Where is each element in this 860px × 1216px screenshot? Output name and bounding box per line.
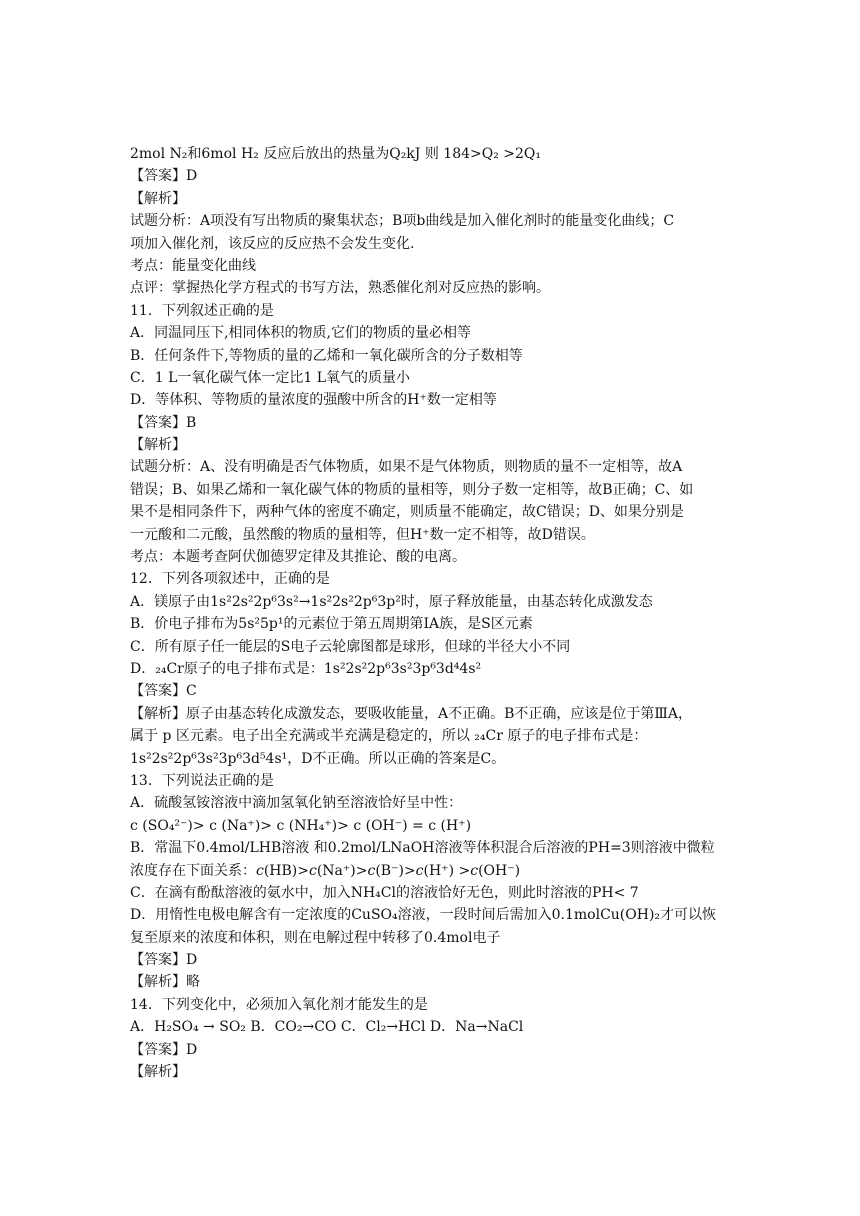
- text-run: 果不是相同条件下，两种气体的密度不确定，则质量不能确定，故C错误；D、如果分别是: [130, 504, 684, 521]
- text-line: [130, 524, 735, 546]
- text-run: 一元酸和二元酸，虽然酸的物质的量相等，但H⁺数一定不相等，故D错误。: [130, 526, 595, 543]
- text-line: [130, 277, 735, 299]
- text-line: [130, 1039, 735, 1061]
- text-line: [130, 994, 735, 1016]
- text-run: B．任何条件下,等物质的量的乙烯和一氧化碳所含的分子数相等: [130, 347, 523, 364]
- text-run: 属于 p 区元素。电子出全充满或半充满是稳定的，所以 ₂₄Cr 原子的电子排布式是：: [130, 728, 648, 745]
- text-line: [130, 770, 735, 792]
- text-run: C．1 L一氧化碳气体一定比1 L氧气的质量小: [130, 369, 411, 386]
- text-line: [130, 568, 735, 590]
- text-line: [130, 255, 735, 277]
- text-line: [130, 546, 735, 568]
- text-line: [130, 300, 735, 322]
- text-run: 14．下列变化中，必须加入氧化剂才能发生的是: [130, 996, 428, 1013]
- text-line: [130, 748, 735, 770]
- text-run: c: [367, 862, 376, 879]
- text-line: [130, 613, 735, 635]
- text-run: 【答案】D: [130, 168, 198, 185]
- text-run: (HB)>: [263, 862, 309, 879]
- text-line: [130, 860, 735, 882]
- text-run: C．在滴有酚酞溶液的氨水中，加入NH₄Cl的溶液恰好无色，则此时溶液的PH< 7: [130, 884, 639, 901]
- text-line: [130, 1061, 735, 1083]
- text-line: [130, 345, 735, 367]
- text-line: [130, 725, 735, 747]
- text-run: 浓度存在下面关系：: [130, 862, 256, 879]
- text-line: [130, 322, 735, 344]
- text-run: C．所有原子任一能层的S电子云轮廓图都是球形，但球的半径大小不同: [130, 638, 571, 655]
- text-run: 试题分析：A项没有写出物质的聚集状态；B项b曲线是加入催化剂时的能量变化曲线；C: [130, 213, 675, 230]
- text-line: [130, 658, 735, 680]
- text-run: D．₂₄Cr原子的电子排布式是：1s²2s²2p⁶3s²3p⁶3d⁴4s²: [130, 660, 482, 677]
- text-run: 12．下列各项叙述中，正确的是: [130, 571, 330, 588]
- text-run: (OH⁻): [478, 862, 521, 879]
- text-line: [130, 143, 735, 165]
- text-line: [130, 792, 735, 814]
- text-run: c: [309, 862, 317, 879]
- text-run: c (SO₄²⁻)> c (Na⁺)> c (NH₄⁺)> c (OH⁻) = c (H⁺): [130, 817, 472, 834]
- text-line: [130, 233, 735, 255]
- text-run: 13．下列说法正确的是: [130, 772, 274, 789]
- text-run: A．同温同压下,相同体积的物质,它们的物质的量必相等: [130, 325, 472, 342]
- text-run: B．常温下0.4mol/LHB溶液 和0.2mol/LNaOH溶液等体积混合后溶液的PH=3则溶液中微粒: [130, 840, 715, 857]
- text-run: 错误；B、如果乙烯和一氧化碳气体的物质的量相等，则分子数一定相等，故B正确；C、如: [130, 481, 694, 498]
- text-run: 11．下列叙述正确的是: [130, 302, 274, 319]
- text-line: [130, 904, 735, 926]
- text-run: D．等体积、等物质的量浓度的强酸中所含的H⁺数一定相等: [130, 392, 497, 409]
- text-run: A．H₂SO₄ → SO₂ B．CO₂→CO C．Cl₂→HCl D．Na→NaCl: [130, 1019, 524, 1036]
- text-line: [130, 367, 735, 389]
- text-run: 【答案】B: [130, 414, 197, 431]
- text-line: [130, 412, 735, 434]
- text-line: [130, 971, 735, 993]
- text-run: 2mol N₂和6mol H₂ 反应后放出的热量为Q₂kJ 则 184>Q₂ >2Q₁: [130, 146, 542, 162]
- text-line: [130, 501, 735, 523]
- text-line: [130, 165, 735, 187]
- document-page: [130, 143, 735, 1083]
- text-run: 【解析】: [130, 1064, 186, 1081]
- text-run: c: [415, 862, 424, 879]
- text-line: [130, 927, 735, 949]
- text-line: [130, 389, 735, 411]
- text-line: [130, 636, 735, 658]
- text-run: 【解析】: [130, 437, 186, 454]
- text-run: 【答案】D: [130, 952, 198, 969]
- text-run: 【答案】C: [130, 683, 197, 700]
- text-run: 项加入催化剂，该反应的反应热不会发生变化.: [130, 235, 415, 252]
- text-run: 试题分析：A、没有明确是否气体物质，如果不是气体物质，则物质的量不一定相等，故A: [130, 459, 683, 476]
- text-line: [130, 815, 735, 837]
- text-line: [130, 591, 735, 613]
- text-run: 【答案】D: [130, 1041, 198, 1058]
- text-run: c: [256, 862, 264, 879]
- text-run: 考点：本题考查阿伏伽德罗定律及其推论、酸的电离。: [130, 549, 466, 566]
- text-line: [130, 882, 735, 904]
- text-line: [130, 188, 735, 210]
- text-line: [130, 703, 735, 725]
- text-run: B．价电子排布为5s²5p¹的元素位于第五周期第ⅠA族，是S区元素: [130, 616, 533, 633]
- text-run: 1s²2s²2p⁶3s²3p⁶3d⁵4s¹，D不正确。所以正确的答案是C。: [130, 750, 506, 767]
- text-line: [130, 680, 735, 702]
- text-run: 【解析】原子由基态转化成激发态，要吸收能量，A不正确。B不正确，应该是位于第ⅢA，: [130, 705, 693, 722]
- text-run: (Na⁺)>: [316, 862, 368, 879]
- text-line: [130, 210, 735, 232]
- text-run: 【解析】: [130, 190, 186, 207]
- text-run: 【解析】略: [130, 974, 200, 991]
- text-run: 复至原来的浓度和体积，则在电解过程中转移了0.4mol电子: [130, 929, 501, 946]
- text-run: 考点：能量变化曲线: [130, 257, 256, 274]
- text-line: [130, 1016, 735, 1038]
- text-line: [130, 434, 735, 456]
- text-line: [130, 456, 735, 478]
- text-run: D．用惰性电极电解含有一定浓度的CuSO₄溶液，一段时间后需加入0.1molCu(OH)₂才可以恢: [130, 907, 717, 924]
- text-line: [130, 837, 735, 859]
- text-line: [130, 949, 735, 971]
- text-run: (B⁻)>: [375, 862, 416, 879]
- text-run: (H⁺) >: [423, 862, 471, 879]
- text-run: 点评：掌握热化学方程式的书写方法，熟悉催化剂对反应热的影响。: [130, 280, 550, 297]
- text-run: c: [470, 862, 479, 879]
- text-run: A．镁原子由1s²2s²2p⁶3s²→1s²2s²2p⁶3p²时，原子释放能量，由基态转化成激发态: [130, 593, 653, 610]
- text-line: [130, 479, 735, 501]
- text-run: A．硫酸氢铵溶液中滴加氢氧化钠至溶液恰好呈中性：: [130, 795, 463, 812]
